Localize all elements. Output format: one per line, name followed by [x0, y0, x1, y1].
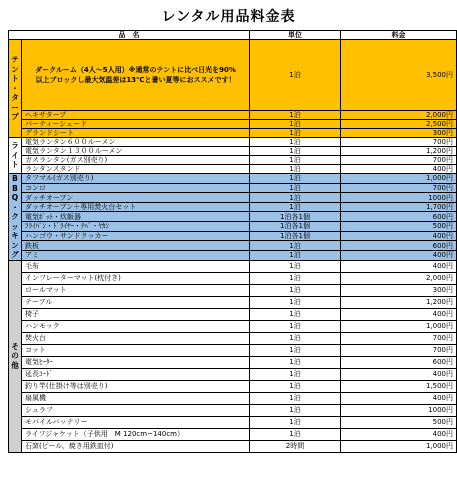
table-row [9, 344, 457, 356]
table-row [9, 138, 457, 147]
item-unit: 1泊各1個 [250, 231, 341, 241]
item-price: 700円 [341, 332, 457, 344]
item-name: テーブル [22, 296, 250, 308]
item-price: 2,000円 [341, 111, 457, 120]
item-unit: 1泊 [250, 183, 341, 193]
item-price: 1000円 [341, 193, 457, 203]
item-price: 500円 [341, 222, 457, 232]
item-price: 1,000円 [341, 320, 457, 332]
item-unit: 1泊 [250, 193, 341, 203]
item-name: 焚火台 [22, 332, 250, 344]
table-row [9, 40, 457, 111]
item-name: ヘキサタープ [22, 111, 250, 120]
item-unit: 1泊 [250, 404, 341, 416]
table-row [9, 212, 457, 222]
item-price: 700円 [341, 183, 457, 193]
table-row [9, 165, 457, 174]
item-unit: 1泊 [250, 129, 341, 138]
category-label-other: そ の 他 [9, 260, 22, 452]
item-price: 700円 [341, 156, 457, 165]
item-name: コット [22, 344, 250, 356]
item-name: 電気ランタン１３００ルーメン [22, 147, 250, 156]
header-row [9, 31, 457, 40]
item-name: ダッチオーブン＋専用焚火台セット [22, 202, 250, 212]
item-unit: 1泊 [250, 147, 341, 156]
item-price: 500円 [341, 416, 457, 428]
header-unit: 単位 [250, 31, 341, 40]
table-row [9, 440, 457, 452]
table-row [9, 120, 457, 129]
table-row [9, 356, 457, 368]
category-label-tent: テ ン ト ・ タ ー プ [9, 40, 22, 138]
table-row [9, 231, 457, 241]
item-name: 延長ｺｰﾄﾞ [22, 368, 250, 380]
item-price: 400円 [341, 368, 457, 380]
item-unit: 1泊 [250, 428, 341, 440]
item-unit: 1泊 [250, 272, 341, 284]
item-price: 1000円 [341, 404, 457, 416]
item-name: 扇風機 [22, 392, 250, 404]
item-name: 石窯(ピール、焼き用鉄皿付) [22, 440, 250, 452]
item-name: 電気ランタン６００ルーメン [22, 138, 250, 147]
item-price: 400円 [341, 308, 457, 320]
item-name: ダークルーム（4人～5人用）※通常のテントに比べ日光を90%以上ブロックし最大気温差は13℃と暑い夏等におススメです！ [22, 40, 250, 111]
item-name: 椅子 [22, 308, 250, 320]
item-price: 1,000円 [341, 440, 457, 452]
item-unit: 1泊 [250, 250, 341, 260]
item-unit: 1泊各1個 [250, 212, 341, 222]
item-price: 2,500円 [341, 120, 457, 129]
item-unit: 1泊 [250, 284, 341, 296]
table-row [9, 416, 457, 428]
table-row [9, 284, 457, 296]
item-price: 600円 [341, 241, 457, 251]
item-price: 400円 [341, 165, 457, 174]
price-table [8, 30, 457, 453]
item-name: パーティーシェード [22, 120, 250, 129]
item-name: 電気ﾋｰﾀｰ [22, 356, 250, 368]
table-row [9, 332, 457, 344]
item-price: 400円 [341, 428, 457, 440]
table-row [9, 272, 457, 284]
item-name: グランドシート [22, 129, 250, 138]
item-unit: 1泊 [250, 380, 341, 392]
table-row [9, 241, 457, 251]
item-name: アミ [22, 250, 250, 260]
item-price: 600円 [341, 212, 457, 222]
item-price: 700円 [341, 344, 457, 356]
item-unit: 1泊 [250, 138, 341, 147]
item-name: コンロ [22, 183, 250, 193]
item-unit: 1泊 [250, 296, 341, 308]
table-row [9, 308, 457, 320]
item-unit: 2時間 [250, 440, 341, 452]
item-name: ﾌﾗｲﾊﾟﾝ・ﾄﾞﾗｲﾔｰ・ﾃﾍﾟ・ﾔｶﾝ [22, 222, 250, 232]
item-price: 600円 [341, 356, 457, 368]
item-unit: 1泊 [250, 174, 341, 184]
table-row [9, 147, 457, 156]
table-row [9, 193, 457, 203]
item-unit: 1泊 [250, 260, 341, 272]
item-name: ガスランタン(ガス別売り) [22, 156, 250, 165]
item-price: 300円 [341, 129, 457, 138]
item-unit: 1泊 [250, 111, 341, 120]
table-row [9, 296, 457, 308]
item-unit: 1泊 [250, 308, 341, 320]
page-title: レンタル用品料金表 [161, 9, 296, 25]
table-row [9, 404, 457, 416]
item-unit: 1泊 [250, 120, 341, 129]
item-name: ロールマット [22, 284, 250, 296]
item-price: 400円 [341, 260, 457, 272]
item-price: 2,000円 [341, 272, 457, 284]
table-row [9, 320, 457, 332]
item-name: 電気ﾎﾟｯﾄ・炊飯器 [22, 212, 250, 222]
item-price: 1,700円 [341, 202, 457, 212]
item-name: 鉄板 [22, 241, 250, 251]
header-price: 料金 [341, 31, 457, 40]
item-name: タフマル(ガス別売り) [22, 174, 250, 184]
item-name: ランタンスタンド [22, 165, 250, 174]
item-name: モバイルバッテリー [22, 416, 250, 428]
item-price: 400円 [341, 392, 457, 404]
item-price: 1,200円 [341, 147, 457, 156]
item-price: 3,500円 [341, 40, 457, 111]
item-price: 400円 [341, 250, 457, 260]
table-row [9, 428, 457, 440]
item-price: 700円 [341, 138, 457, 147]
item-name: ライフジャケット（子供用 M 120cm~140cm） [22, 428, 250, 440]
table-row [9, 260, 457, 272]
item-price: 300円 [341, 284, 457, 296]
category-label-bbq: B B Q ・ ク ッ キ ン グ [9, 174, 22, 261]
item-price: 400円 [341, 231, 457, 241]
table-row [9, 202, 457, 212]
price-table-body [9, 40, 457, 453]
table-row [9, 380, 457, 392]
item-name: インフレーターマット(枕付き) [22, 272, 250, 284]
item-unit: 1泊 [250, 356, 341, 368]
item-unit: 1泊 [250, 40, 341, 111]
item-price: 1,200円 [341, 296, 457, 308]
table-row [9, 156, 457, 165]
item-unit: 1泊 [250, 241, 341, 251]
item-price: 1,500円 [341, 380, 457, 392]
table-row [9, 250, 457, 260]
item-unit: 1泊各1個 [250, 222, 341, 232]
item-unit: 1泊 [250, 392, 341, 404]
table-row [9, 129, 457, 138]
item-unit: 1泊 [250, 156, 341, 165]
table-row [9, 111, 457, 120]
category-label-light: ラ イ ト [9, 138, 22, 174]
item-unit: 1泊 [250, 165, 341, 174]
item-name: ダッチオーブン [22, 193, 250, 203]
item-unit: 1泊 [250, 344, 341, 356]
item-name: 毛布 [22, 260, 250, 272]
table-row [9, 174, 457, 184]
table-row [9, 183, 457, 193]
item-unit: 1泊 [250, 416, 341, 428]
table-row [9, 368, 457, 380]
item-unit: 1泊 [250, 202, 341, 212]
item-name: シュラフ [22, 404, 250, 416]
item-unit: 1泊 [250, 368, 341, 380]
item-unit: 1泊 [250, 332, 341, 344]
header-item-name: 品 名 [9, 31, 250, 40]
table-row [9, 392, 457, 404]
table-row [9, 222, 457, 232]
item-unit: 1泊 [250, 320, 341, 332]
item-name: 釣り竿(仕掛け等は別売り) [22, 380, 250, 392]
item-name: ハンゴウ・サンドクッカー [22, 231, 250, 241]
item-price: 1,000円 [341, 174, 457, 184]
item-name: ハンモック [22, 320, 250, 332]
